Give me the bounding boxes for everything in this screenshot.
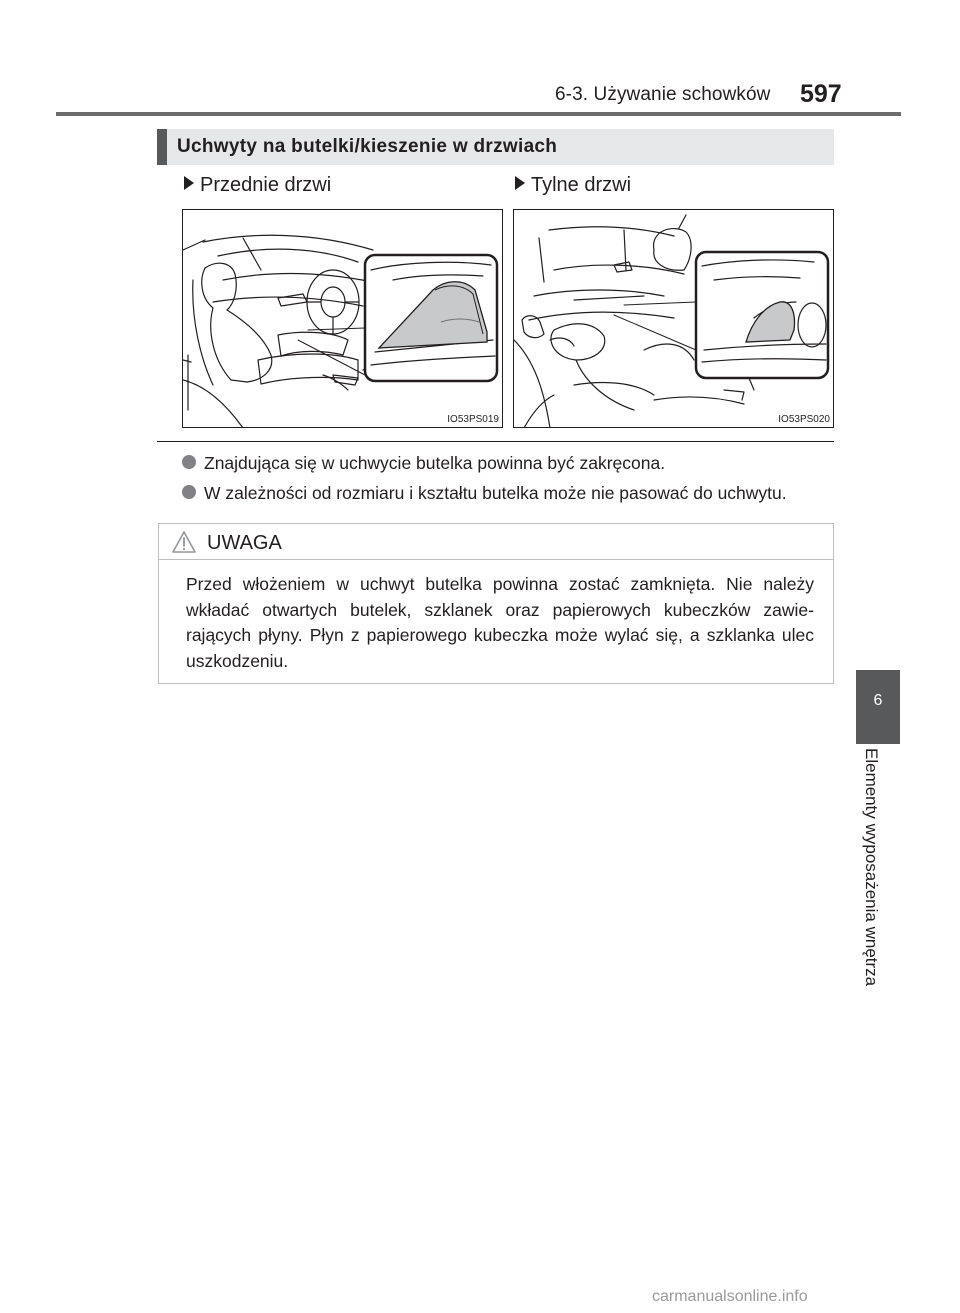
bullet-text: Znajdująca się w uchwycie butelka powinna być zakręcona. (204, 453, 666, 473)
watermark: carmanualsonline.info (652, 1288, 808, 1305)
chapter-label (861, 748, 887, 1028)
section-title: Uchwyty na butelki/kieszenie w drzwiach (177, 136, 558, 157)
figure-caption-rear-text: Tylne drzwi (531, 174, 632, 196)
chapter-tab (856, 670, 900, 744)
figure-caption-front-text: Przednie drzwi (200, 174, 332, 196)
figure-caption-front (184, 174, 331, 197)
header-rule (56, 112, 901, 116)
section-title-accent (157, 129, 167, 165)
warning-label: UWAGA (207, 532, 282, 554)
warning-header (159, 524, 833, 560)
bullet-dot-icon (182, 455, 196, 469)
bullet-dot-icon (182, 485, 196, 499)
figure-rear-door (513, 209, 834, 428)
bullet-text: W zależności od rozmiaru i kształtu butelka może nie pasować do uchwytu. (204, 483, 787, 503)
warning-triangle-icon (171, 530, 197, 554)
figure-code-rear: IO53PS020 (778, 414, 830, 425)
figure-caption-rear (515, 174, 631, 197)
front-door-illustration (183, 210, 503, 428)
figure-code-front: IO53PS019 (447, 414, 499, 425)
rear-door-illustration (514, 210, 834, 428)
triangle-bullet-icon (515, 176, 525, 190)
chapter-number: 6 (873, 692, 883, 709)
running-header-section: 6-3. Używanie schowków (555, 84, 771, 105)
triangle-bullet-icon (184, 176, 194, 190)
figure-front-door (182, 209, 503, 428)
chapter-label-text: Elementy wyposażenia wnętrza (862, 748, 881, 987)
warning-box (158, 523, 834, 684)
figure-divider-rule (157, 441, 834, 442)
page-number: 597 (800, 80, 842, 108)
warning-text: Przed włożeniem w uchwyt butelka powinna zostać zamknięta. Nie należy wkładać otwartych butelek, szklanek oraz papierowych kubeczków zawie-rających płyny. Płyn z papierowego kubeczka może wylać się, a szklanka ulec uszkodzeniu. (186, 574, 814, 671)
section-title-bar (157, 129, 834, 165)
